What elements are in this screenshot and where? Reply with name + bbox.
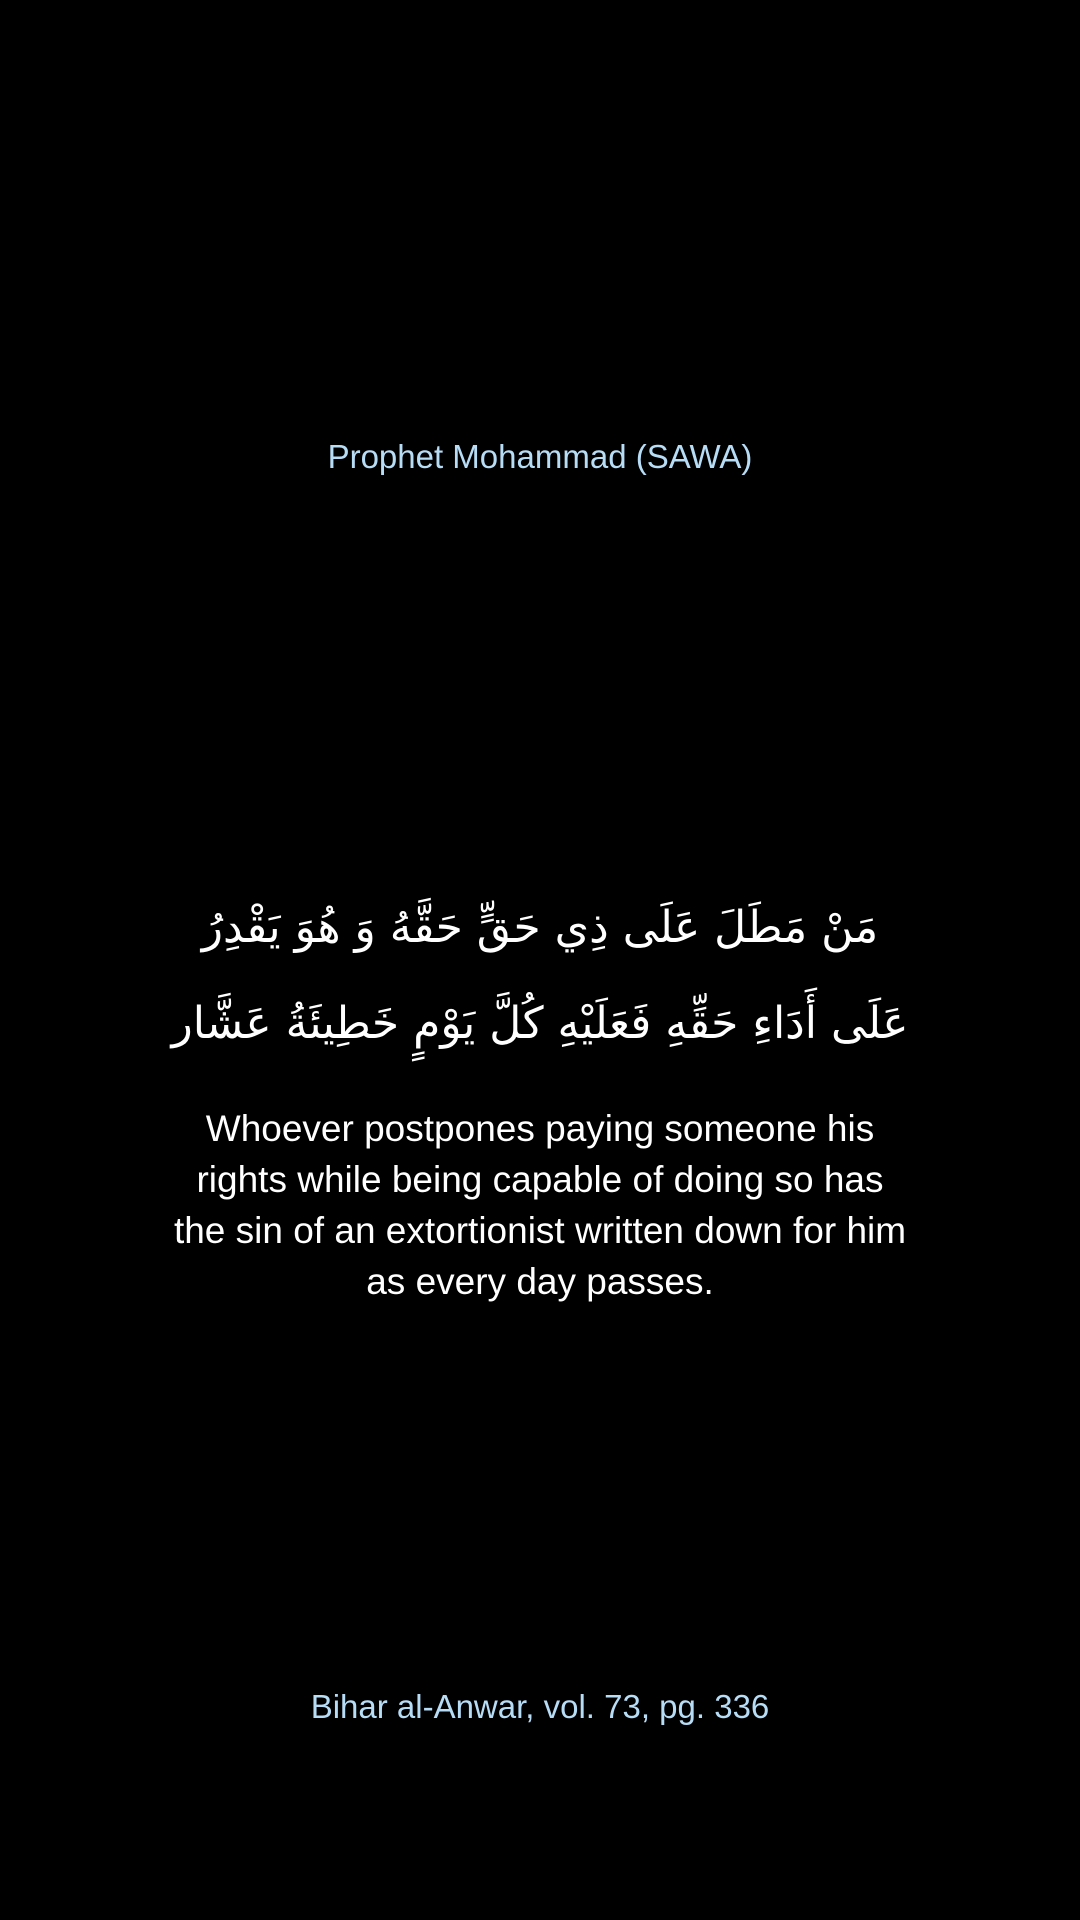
quote-source: Bihar al-Anwar, vol. 73, pg. 336 [310, 1688, 770, 1725]
arabic-quote-text: مَنْ مَطَلَ عَلَى ذِي حَقٍّ حَقَّهُ وَ هُوَ يَقْدِرُ عَلَى أَدَاءِ حَقِّهِ فَعَلَيْهِ كُلَّ يَوْمٍ خَطِيئَةُ عَشَّار [171, 902, 909, 1049]
quote-attribution: Prophet Mohammad (SAWA) [327, 438, 753, 475]
quote-translation: Whoever postpones paying someone his rights while being capable of doing so has the sin of an extortionist written down for him as every day passes. [173, 1108, 907, 1302]
